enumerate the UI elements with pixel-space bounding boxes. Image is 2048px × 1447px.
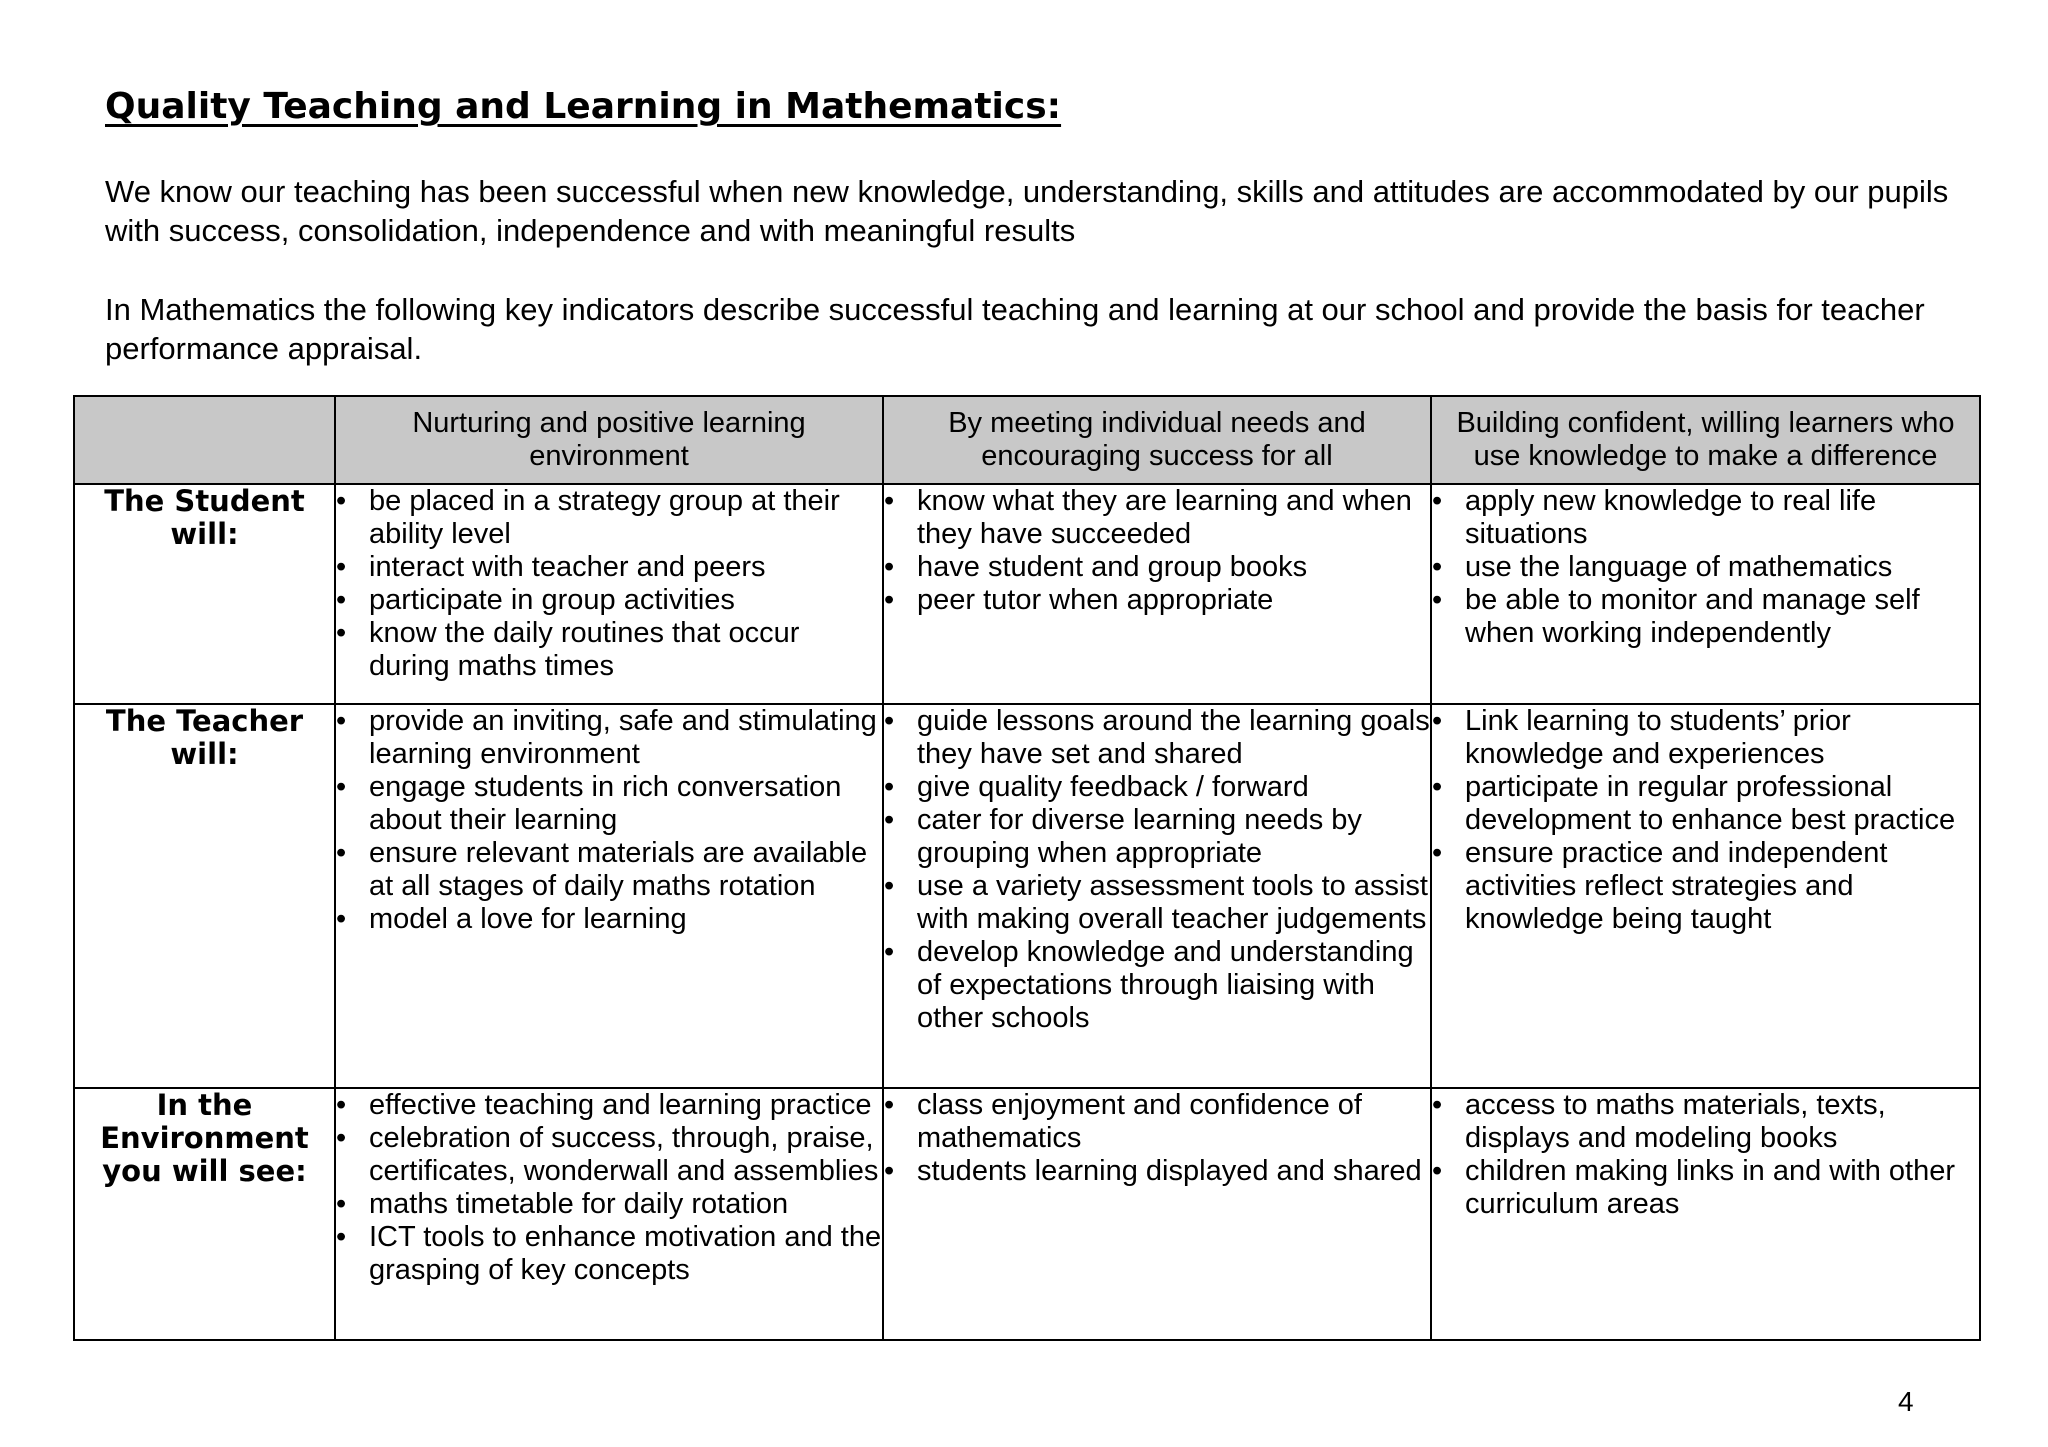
list-item — [884, 584, 1430, 617]
bullet-glyph: • — [1432, 837, 1443, 869]
list-item-text: participate in group activities — [369, 584, 735, 616]
table-header-row — [74, 396, 1980, 484]
list-item — [336, 771, 882, 837]
cell-teacher-nurturing — [335, 704, 883, 1088]
list-item — [884, 551, 1430, 584]
bullet-glyph: • — [884, 936, 895, 968]
list-item-text: Link learning to students’ prior knowledge and experiences — [1465, 705, 1851, 770]
list-item — [1432, 485, 1979, 551]
list-item-text: access to maths materials, texts, displays and modeling books — [1465, 1089, 1886, 1154]
list-item-text: peer tutor when appropriate — [917, 584, 1274, 616]
list-item-text: know the daily routines that occur during maths times — [369, 617, 800, 682]
intro-paragraph-1: We know our teaching has been successful when new knowledge, understanding, skills and attitudes are accommodated by our pupils with success, consolidation, independence and with meaningful results — [105, 174, 1949, 248]
bullet-glyph: • — [1432, 1089, 1443, 1121]
table-row-environment — [74, 1088, 1980, 1340]
bullet-glyph: • — [884, 870, 895, 902]
list-item — [336, 551, 882, 584]
list-item — [884, 804, 1430, 870]
bullet-glyph: • — [1432, 551, 1443, 583]
list-item-text: ICT tools to enhance motivation and the grasping of key concepts — [369, 1221, 882, 1286]
bullet-glyph: • — [336, 485, 347, 517]
list-item-text: provide an inviting, safe and stimulating learning environment — [369, 705, 877, 770]
bullet-glyph: • — [336, 1221, 347, 1253]
bullet-glyph: • — [1432, 584, 1443, 616]
bullet-list — [336, 1089, 882, 1287]
list-item-text: apply new knowledge to real life situations — [1465, 485, 1877, 550]
cell-teacher-individual-needs — [883, 704, 1431, 1088]
bullet-glyph: • — [336, 903, 347, 935]
list-item — [1432, 1155, 1979, 1221]
list-item — [336, 485, 882, 551]
list-item — [336, 584, 882, 617]
row-header-student: The Student will: — [74, 484, 335, 704]
bullet-glyph: • — [884, 584, 895, 616]
list-item-text: effective teaching and learning practice — [369, 1089, 872, 1121]
list-item-text: guide lessons around the learning goals they have set and shared — [917, 705, 1430, 770]
table-row-teacher — [74, 704, 1980, 1088]
cell-student-confident-learners — [1431, 484, 1980, 704]
list-item-text: interact with teacher and peers — [369, 551, 766, 583]
list-item-text: develop knowledge and understanding of expectations through liaising with other schools — [917, 936, 1414, 1034]
list-item-text: participate in regular professional development to enhance best practice — [1465, 771, 1956, 836]
list-item-text: ensure practice and independent activities reflect strategies and knowledge being taught — [1465, 837, 1888, 935]
bullet-list — [884, 485, 1430, 617]
list-item-text: engage students in rich conversation about their learning — [369, 771, 842, 836]
list-item — [336, 903, 882, 936]
bullet-list — [1432, 1089, 1979, 1221]
cell-student-individual-needs — [883, 484, 1431, 704]
row-header-environment: In the Environment you will see: — [74, 1088, 335, 1340]
list-item — [336, 705, 882, 771]
list-item — [336, 1221, 882, 1287]
bullet-list — [336, 485, 882, 683]
cell-environment-individual-needs — [883, 1088, 1431, 1340]
list-item-text: model a love for learning — [369, 903, 687, 935]
list-item-text: give quality feedback / forward — [917, 771, 1309, 803]
list-item-text: use a variety assessment tools to assist with making overall teacher judgements — [917, 870, 1428, 935]
list-item — [884, 485, 1430, 551]
bullet-list — [336, 705, 882, 936]
list-item-text: be able to monitor and manage self when working independently — [1465, 584, 1920, 649]
list-item — [884, 705, 1430, 771]
bullet-glyph: • — [336, 771, 347, 803]
bullet-glyph: • — [1432, 485, 1443, 517]
bullet-list — [884, 1089, 1430, 1188]
list-item-text: class enjoyment and confidence of mathematics — [917, 1089, 1362, 1154]
indicators-table — [73, 395, 1981, 1341]
list-item — [884, 870, 1430, 936]
bullet-glyph: • — [1432, 705, 1443, 737]
bullet-list — [1432, 485, 1979, 650]
column-header-confident-learners: Building confident, willing learners who use knowledge to make a difference — [1431, 396, 1980, 484]
bullet-glyph: • — [1432, 771, 1443, 803]
row-header-teacher: The Teacher will: — [74, 704, 335, 1088]
list-item-text: celebration of success, through, praise, certificates, wonderwall and assemblies — [369, 1122, 879, 1187]
bullet-glyph: • — [884, 551, 895, 583]
bullet-glyph: • — [336, 1122, 347, 1154]
list-item-text: children making links in and with other curriculum areas — [1465, 1155, 1956, 1220]
bullet-glyph: • — [884, 1155, 895, 1187]
column-header-nurturing: Nurturing and positive learning environment — [335, 396, 883, 484]
list-item — [336, 1122, 882, 1188]
bullet-glyph: • — [336, 837, 347, 869]
cell-teacher-confident-learners — [1431, 704, 1980, 1088]
list-item-text: have student and group books — [917, 551, 1308, 583]
list-item — [1432, 584, 1979, 650]
intro-paragraph-2: In Mathematics the following key indicators describe successful teaching and learning at our school and provide the basis for teacher performance appraisal. — [105, 292, 1925, 366]
list-item-text: ensure relevant materials are available at all stages of daily maths rotation — [369, 837, 868, 902]
bullet-glyph: • — [336, 1089, 347, 1121]
bullet-glyph: • — [336, 584, 347, 616]
bullet-list — [884, 705, 1430, 1035]
list-item — [1432, 837, 1979, 936]
bullet-glyph: • — [884, 1089, 895, 1121]
page-number: 4 — [1898, 1386, 1914, 1417]
list-item — [884, 1089, 1430, 1155]
list-item — [336, 1188, 882, 1221]
list-item-text: know what they are learning and when they have succeeded — [917, 485, 1412, 550]
list-item — [336, 1089, 882, 1122]
list-item — [336, 617, 882, 683]
list-item — [1432, 551, 1979, 584]
page-title: Quality Teaching and Learning in Mathematics: — [105, 86, 1062, 127]
bullet-glyph: • — [884, 705, 895, 737]
bullet-glyph: • — [336, 705, 347, 737]
list-item — [884, 936, 1430, 1035]
bullet-glyph: • — [884, 485, 895, 517]
bullet-list — [1432, 705, 1979, 936]
list-item — [884, 771, 1430, 804]
list-item-text: be placed in a strategy group at their ability level — [369, 485, 840, 550]
list-item-text: use the language of mathematics — [1465, 551, 1893, 583]
bullet-glyph: • — [884, 771, 895, 803]
list-item-text: maths timetable for daily rotation — [369, 1188, 789, 1220]
list-item — [336, 837, 882, 903]
cell-environment-confident-learners — [1431, 1088, 1980, 1340]
list-item — [1432, 1089, 1979, 1155]
list-item — [884, 1155, 1430, 1188]
bullet-glyph: • — [1432, 1155, 1443, 1187]
cell-student-nurturing — [335, 484, 883, 704]
table-row-student — [74, 484, 1980, 704]
list-item-text: cater for diverse learning needs by grouping when appropriate — [917, 804, 1362, 869]
bullet-glyph: • — [336, 551, 347, 583]
bullet-glyph: • — [336, 1188, 347, 1220]
cell-environment-nurturing — [335, 1088, 883, 1340]
column-header-individual-needs: By meeting individual needs and encouraging success for all — [883, 396, 1431, 484]
list-item-text: students learning displayed and shared — [917, 1155, 1422, 1187]
bullet-glyph: • — [336, 617, 347, 649]
bullet-glyph: • — [884, 804, 895, 836]
table-corner-cell — [74, 396, 335, 484]
list-item — [1432, 771, 1979, 837]
list-item — [1432, 705, 1979, 771]
